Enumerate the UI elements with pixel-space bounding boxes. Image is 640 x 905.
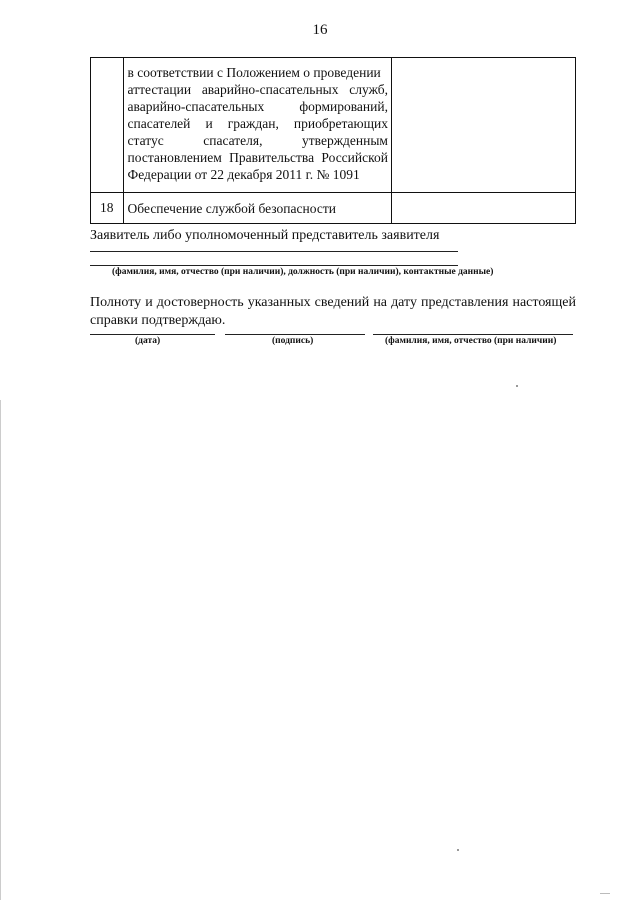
row-value-cell [391, 193, 575, 224]
applicant-fill-line [90, 251, 458, 252]
scan-speck [516, 385, 518, 387]
scan-speck [600, 893, 610, 894]
row-value-cell [391, 58, 575, 193]
row-number-cell: 18 [91, 193, 124, 224]
applicant-caption: (фамилия, имя, отчество (при наличии), должность (при наличии), контактные данные) [112, 267, 494, 277]
description-line: спасателей и граждан, приобретающих [127, 116, 388, 131]
date-line [90, 334, 215, 335]
row-description-cell: Обеспечение службой безопасности [123, 193, 391, 224]
table-row [91, 58, 576, 193]
scan-speck [457, 849, 459, 851]
row-number-cell [91, 58, 124, 193]
confirmation-text [90, 294, 576, 330]
description-line: постановлением Правительства Российской [127, 150, 388, 165]
confirmation-line: справки подтверждаю. [90, 313, 226, 328]
scan-edge [0, 400, 1, 900]
row-description-cell [123, 58, 391, 193]
applicant-label: Заявитель либо уполномоченный представитель заявителя [90, 228, 440, 243]
description-line: аттестации аварийно-спасательных служб, [127, 82, 388, 97]
name-caption: (фамилия, имя, отчество (при наличии) [385, 336, 557, 346]
page-number: 16 [312, 22, 328, 38]
name-line [373, 334, 573, 335]
requirements-table [90, 57, 576, 224]
description-line: Федерации от 22 декабря 2011 г. № 1091 [127, 167, 360, 182]
description-line: статус спасателя, утвержденным [127, 133, 388, 148]
applicant-fill-line [90, 265, 458, 266]
table-row [91, 193, 576, 224]
date-caption: (дата) [135, 336, 161, 346]
signature-line [225, 334, 365, 335]
confirmation-line: Полноту и достоверность указанных сведений на дату представления настоящей [90, 295, 576, 310]
description-line: в соответствии с Положением о проведении [127, 65, 381, 80]
signature-caption: (подпись) [272, 336, 314, 346]
description-line: аварийно-спасательных формирований, [127, 99, 388, 114]
